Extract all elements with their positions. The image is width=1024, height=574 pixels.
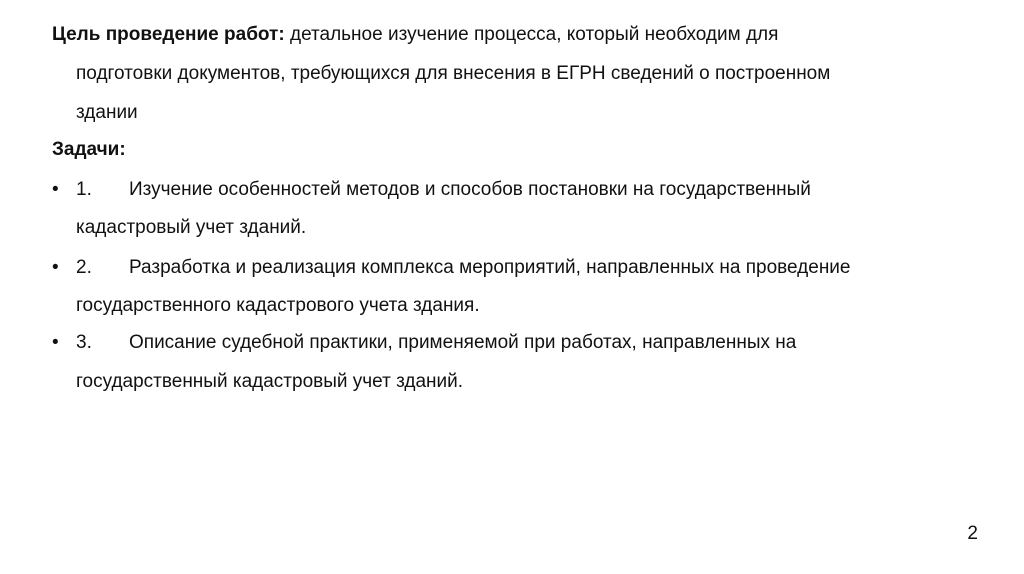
- tasks-heading: Задачи:: [52, 139, 126, 160]
- goal-line-1: [52, 23, 778, 47]
- page-number: 2: [967, 523, 978, 544]
- task-text-line-1: Разработка и реализация комплекса мероприятий, направленных на проведение: [129, 257, 851, 278]
- goal-text-line-3: здании: [76, 102, 138, 123]
- goal-label: Цель проведение работ:: [52, 24, 285, 45]
- task-text-line-1: Изучение особенностей методов и способов постановки на государственный: [129, 179, 811, 200]
- bullet-icon: •: [52, 179, 59, 200]
- task-text-line-2: кадастровый учет зданий.: [76, 217, 307, 238]
- task-text-line-1: Описание судебной практики, применяемой при работах, направленных на: [129, 332, 797, 353]
- task-text-line-2: государственного кадастрового учета здания.: [76, 295, 480, 316]
- task-number: 1.: [76, 179, 92, 200]
- bullet-icon: •: [52, 257, 59, 278]
- goal-text-line-1: детальное изучение процесса, который необходим для: [289, 24, 779, 45]
- task-number: 2.: [76, 257, 92, 278]
- bullet-icon: •: [52, 332, 59, 353]
- task-text-line-2: государственный кадастровый учет зданий.: [76, 371, 464, 392]
- goal-text-line-2: подготовки документов, требующихся для внесения в ЕГРН сведений о построенном: [76, 63, 831, 84]
- task-number: 3.: [76, 332, 92, 353]
